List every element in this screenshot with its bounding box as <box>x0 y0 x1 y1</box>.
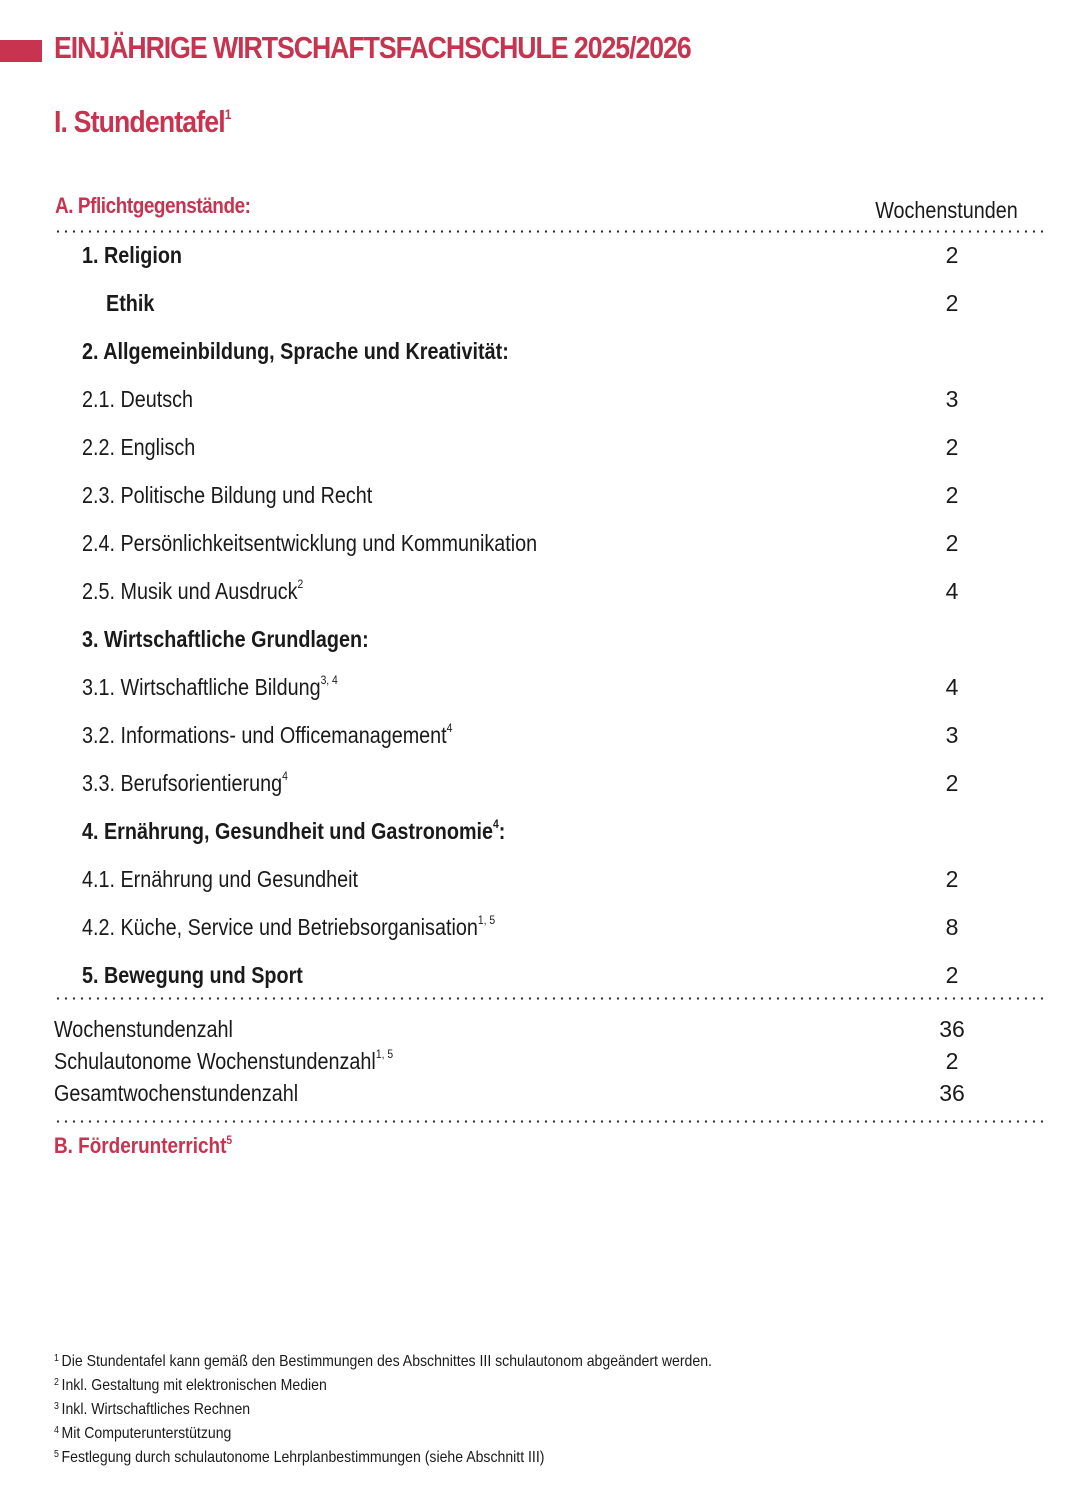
section-b-title <box>54 1133 232 1159</box>
totals-value: 36 <box>939 1016 965 1042</box>
subject-name: 1. Religion <box>82 242 183 268</box>
hours-value: 2 <box>945 242 959 268</box>
hours-value: 4 <box>945 578 959 604</box>
subject-name: 2. Allgemeinbildung, Sprache und Kreativität: <box>82 338 509 364</box>
footnote-number: 4 <box>54 1425 59 1436</box>
subject-name: 2.5. Musik und Ausdruck <box>82 578 298 604</box>
subject-label <box>82 530 537 557</box>
subject-label <box>82 914 495 941</box>
subject-label <box>82 674 338 701</box>
table-row <box>82 578 972 626</box>
table-row <box>82 530 972 578</box>
section-title-text: I. Stundentafel <box>54 104 225 139</box>
table-row <box>82 722 972 770</box>
footnote-text: Inkl. Wirtschaftliches Rechnen <box>61 1401 251 1418</box>
table-row <box>82 914 972 962</box>
subject-label <box>82 482 372 509</box>
footnote-ref: 4 <box>493 817 499 831</box>
column-header-wochenstunden: Wochenstunden <box>875 197 1018 223</box>
subject-label <box>82 386 193 413</box>
subject-name: 4. Ernährung, Gesundheit und Gastronomie <box>82 818 494 844</box>
footnote-text: Die Stundentafel kann gemäß den Bestimmungen des Abschnittes III schulautonom abgeändert werden. <box>61 1353 712 1370</box>
table-row <box>82 338 972 386</box>
totals-label <box>54 1080 298 1107</box>
table-row <box>82 962 972 1010</box>
footnote-number: 2 <box>54 1377 59 1388</box>
subject-label <box>82 242 182 269</box>
subject-name: 4.2. Küche, Service und Betriebsorganisation <box>82 914 478 940</box>
footnote-ref: 4 <box>282 769 288 783</box>
hours-value: 2 <box>945 290 959 316</box>
section-a-title: A. Pflichtgegenstände: <box>55 193 251 218</box>
table-row <box>82 818 972 866</box>
hours-value: 2 <box>945 770 959 796</box>
hours-value: 2 <box>945 482 959 508</box>
hours-value: 4 <box>945 674 959 700</box>
footnote <box>54 1449 544 1467</box>
hours-value: 8 <box>945 914 959 940</box>
totals-row <box>54 1048 972 1080</box>
table-row <box>82 770 972 818</box>
subject-label <box>82 722 452 749</box>
footnote-text: Mit Computerunterstützung <box>61 1425 232 1442</box>
footnote <box>54 1401 250 1419</box>
hours-value: 2 <box>945 866 959 892</box>
subject-label <box>82 962 303 989</box>
subject-name: 3.2. Informations- und Officemanagement <box>82 722 447 748</box>
footnote-number: 5 <box>54 1449 59 1460</box>
table-row <box>82 386 972 434</box>
subject-name: 5. Bewegung und Sport <box>82 962 303 988</box>
totals-label-text: Wochenstundenzahl <box>54 1016 233 1042</box>
totals-value: 2 <box>945 1048 959 1074</box>
dotted-divider <box>54 997 1046 1000</box>
table-row <box>82 674 972 722</box>
hours-value: 3 <box>945 722 959 748</box>
footnote-text: Festlegung durch schulautonome Lehrplanbestimmungen (siehe Abschnitt III) <box>61 1449 545 1466</box>
subject-label <box>82 866 358 893</box>
subject-label <box>82 818 505 845</box>
hours-value: 3 <box>945 386 959 412</box>
subject-label <box>82 626 369 653</box>
subject-name: 3. Wirtschaftliche Grundlagen: <box>82 626 369 652</box>
dotted-divider <box>54 230 1046 233</box>
table-row <box>82 242 972 290</box>
header-accent-bar <box>0 40 42 62</box>
footnote <box>54 1353 712 1371</box>
footnote-ref: 2 <box>297 577 304 591</box>
subject-name: 3.1. Wirtschaftliche Bildung <box>82 674 321 700</box>
document-title: EINJÄHRIGE WIRTSCHAFTSFACHSCHULE 2025/2026 <box>54 30 691 65</box>
subject-name: 2.1. Deutsch <box>82 386 194 412</box>
totals-label <box>54 1016 233 1043</box>
totals-row <box>54 1016 972 1048</box>
footnote-ref: 4 <box>446 721 453 735</box>
footnote-ref: 1, 5 <box>375 1047 394 1061</box>
table-row <box>106 290 972 338</box>
label-suffix: : <box>498 818 506 844</box>
subject-label <box>106 290 154 317</box>
section-b-title-text: B. Förderunterricht <box>54 1133 227 1158</box>
subject-name: 4.1. Ernährung und Gesundheit <box>82 866 359 892</box>
subject-name: 2.3. Politische Bildung und Recht <box>82 482 373 508</box>
totals-label <box>54 1048 393 1075</box>
subject-label <box>82 338 509 365</box>
footnote-number: 3 <box>54 1401 59 1412</box>
footnote-ref: 3, 4 <box>320 673 338 687</box>
footnote <box>54 1425 231 1443</box>
footnote-number: 1 <box>54 1353 59 1364</box>
hours-value: 2 <box>945 962 959 988</box>
totals-label-text: Gesamtwochenstundenzahl <box>54 1080 299 1106</box>
subject-name: 3.3. Berufsorientierung <box>82 770 283 796</box>
subject-name: Ethik <box>106 290 155 316</box>
table-row <box>82 434 972 482</box>
totals-row <box>54 1080 972 1112</box>
subject-name: 2.4. Persönlichkeitsentwicklung und Kommunikation <box>82 530 538 556</box>
table-row <box>82 626 972 674</box>
footnote-ref: 1 <box>224 106 231 122</box>
dotted-divider <box>54 1120 1046 1123</box>
totals-label-text: Schulautonome Wochenstundenzahl <box>54 1048 376 1074</box>
subject-name: 2.2. Englisch <box>82 434 196 460</box>
footnote-ref: 5 <box>226 1133 233 1147</box>
subject-label <box>82 578 303 605</box>
totals-value: 36 <box>939 1080 965 1106</box>
subject-label <box>82 434 195 461</box>
footnote <box>54 1377 327 1395</box>
hours-value: 2 <box>945 434 959 460</box>
hours-value: 2 <box>945 530 959 556</box>
section-title <box>54 104 231 140</box>
footnote-ref: 1, 5 <box>477 913 496 927</box>
footnote-text: Inkl. Gestaltung mit elektronischen Medien <box>61 1377 327 1394</box>
table-row <box>82 482 972 530</box>
table-row <box>82 866 972 914</box>
subject-label <box>82 770 288 797</box>
